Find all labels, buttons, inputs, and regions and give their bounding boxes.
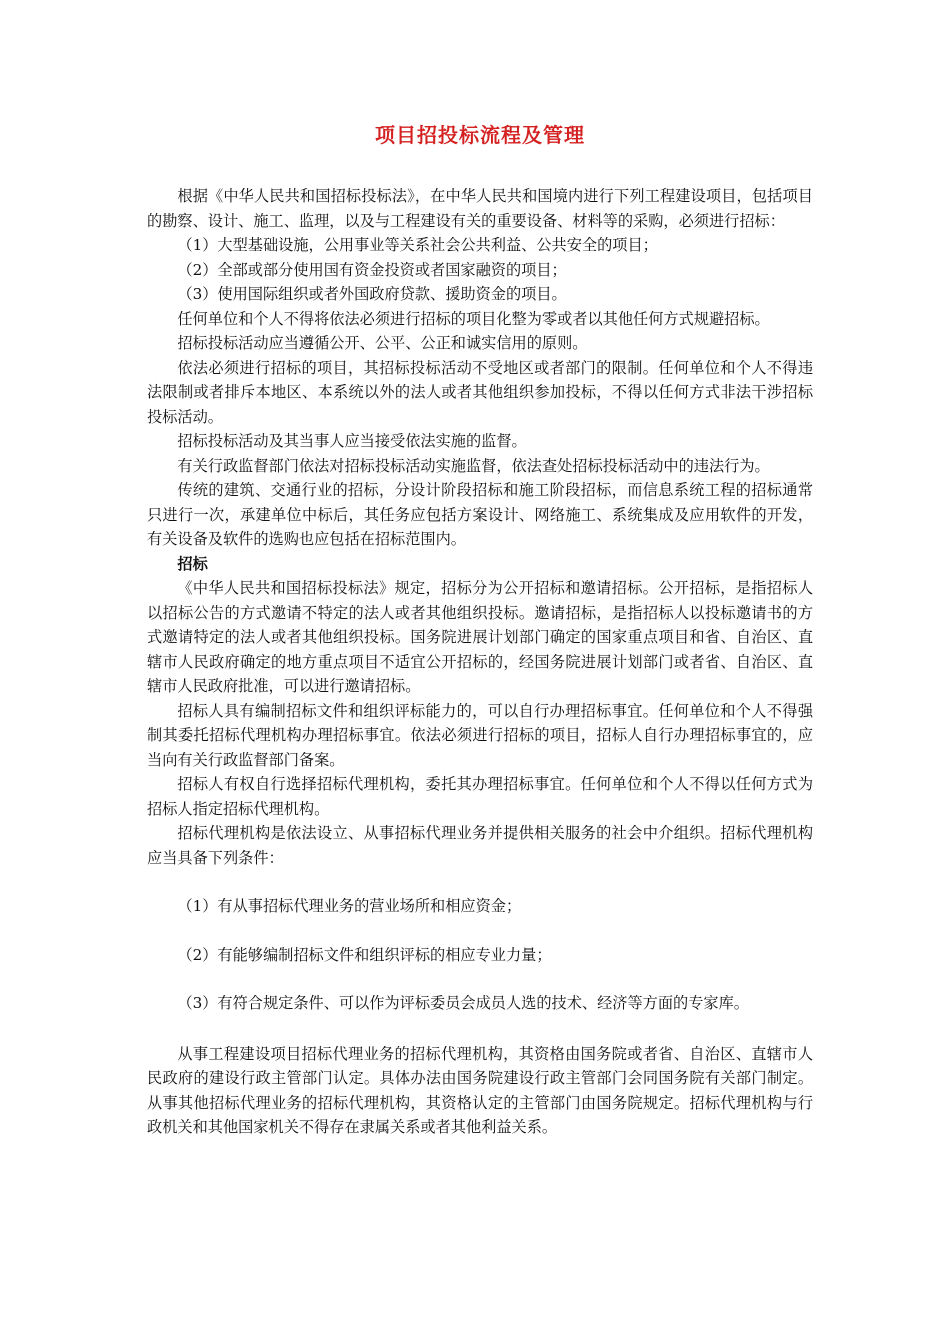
- intro-item-1: （1）大型基础设施，公用事业等关系社会公共利益、公共安全的项目；: [177, 236, 658, 254]
- intro-paragraph: 根据《中华人民共和国招标投标法》，在中华人民共和国境内进行下列工程建设项目，包括项目的勘察、设计、施工、监理，以及与工程建设有关的重要设备、材料等的采购，必须进行招标：: [147, 187, 813, 230]
- agency-item-2: （2）有能够编制招标文件和组织评标的相应专业力量；: [177, 945, 552, 964]
- section-heading-bidding: 招标: [177, 554, 208, 573]
- paragraph-self-handling: 招标人具有编制招标文件和组织评标能力的，可以自行办理招标事宜。任何单位和个人不得强制其委托招标代理机构办理招标事宜。依法必须进行招标的项目，招标人自行办理招标事宜的，应当向有关行政监督部门备案。: [147, 701, 813, 769]
- intro-item-2: （2）全部或部分使用国有资金投资或者国家融资的项目；: [177, 260, 567, 279]
- paragraph-supervision: 招标投标活动及其当事人应当接受依法实施的监督。: [177, 432, 527, 450]
- paragraph-traditional-bidding: 传统的建筑、交通行业的招标，分设计阶段招标和施工阶段招标，而信息系统工程的招标通常只进行一次，承建单位中标后，其任务应包括方案设计、网络施工、系统集成及应用软件的开发，有关设备及软件的选购也应包括在招标范围内。: [147, 481, 813, 548]
- paragraph-administrative-supervision: 有关行政监督部门依法对招标投标活动实施监督，依法查处招标投标活动中的违法行为。: [177, 456, 770, 475]
- paragraph-principles: 招标投标活动应当遵循公开、公平、公正和诚实信用的原则。: [177, 334, 588, 352]
- closing-paragraph: 从事工程建设项目招标代理业务的招标代理机构，其资格由国务院或者省、自治区、直辖市人民政府的建设行政主管部门认定。具体办法由国务院建设行政主管部门会同国务院有关部门制定。从事其他招标代理业务的招标代理机构，其资格认定的主管部门由国务院规定。招标代理机构与行政机关和其他国家机关不得存在隶属关系或者其他利益关系。: [147, 1044, 813, 1136]
- paragraph-agency-definition: 招标代理机构是依法设立、从事招标代理业务并提供相关服务的社会中介组织。招标代理机构应当具备下列条件：: [147, 824, 813, 867]
- agency-item-3: （3）有符合规定条件、可以作为评标委员会成员人选的技术、经济等方面的专家库。: [177, 994, 749, 1012]
- agency-item-1: （1）有从事招标代理业务的营业场所和相应资金；: [177, 897, 522, 915]
- document-title: 项目招投标流程及管理: [375, 123, 585, 147]
- paragraph-no-restriction: 依法必须进行招标的项目，其招标投标活动不受地区或者部门的限制。任何单位和个人不得违法限制或者排斥本地区、本系统以外的法人或者其他组织参加投标，不得以任何方式非法干涉招标投标活动。: [147, 358, 813, 426]
- paragraph-bidding-types: 《中华人民共和国招标投标法》规定，招标分为公开招标和邀请招标。公开招标，是指招标人以招标公告的方式邀请不特定的法人或者其他组织投标。邀请招标，是指招标人以投标邀请书的方式邀请特定的法人或者其他组织投标。国务院进展计划部门确定的国家重点项目和省、自治区、直辖市人民政府确定的地方重点项目不适宜公开招标的，经国务院进展计划部门或者省、自治区、直辖市人民政府批准，可以进行邀请招标。: [147, 579, 813, 695]
- document-page: [147, 120, 813, 1140]
- paragraph-no-splitting: 任何单位和个人不得将依法必须进行招标的项目化整为零或者以其他任何方式规避招标。: [177, 309, 770, 328]
- paragraph-agency-choice: 招标人有权自行选择招标代理机构，委托其办理招标事宜。任何单位和个人不得以任何方式为招标人指定招标代理机构。: [147, 775, 813, 818]
- intro-item-3: （3）使用国际组织或者外国政府贷款、援助资金的项目。: [177, 285, 567, 303]
